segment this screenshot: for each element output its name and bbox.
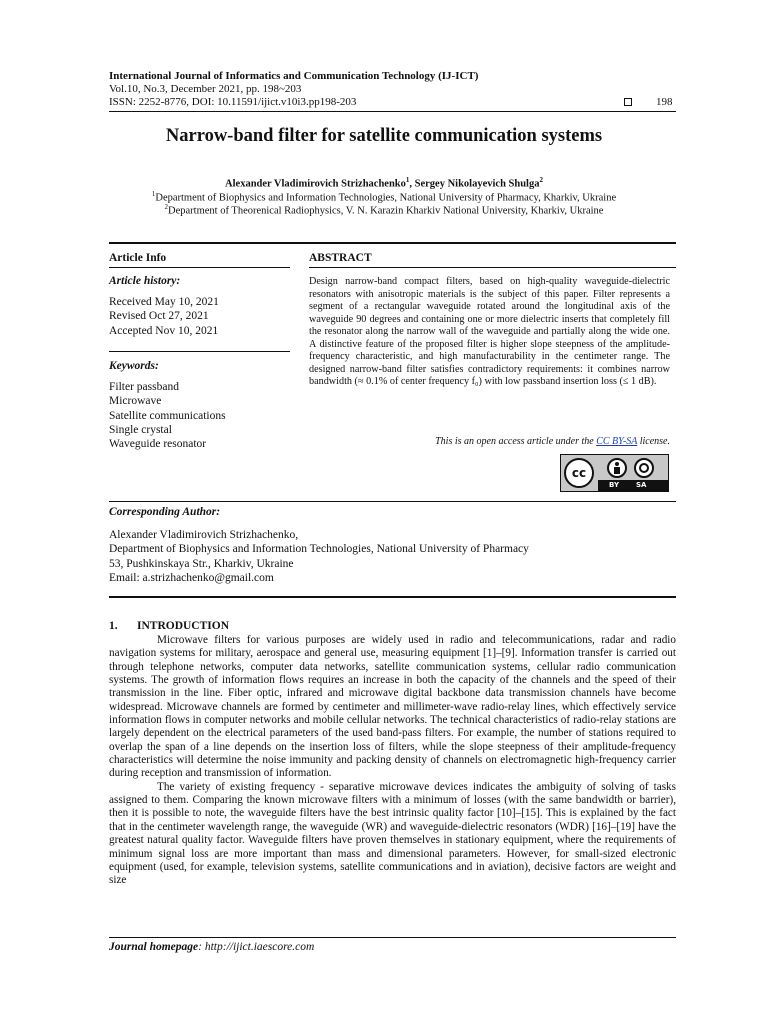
keyword: Microwave [109,395,162,408]
section-bottom-rule [109,501,676,502]
homepage-link[interactable]: http://ijict.iaescore.com [204,941,315,953]
article-info-heading: Article Info [109,252,167,264]
keyword: Satellite communications [109,409,226,422]
affiliation-text: Department of Biophysics and Information Technologies, National University of Pharmacy, Kharkiv, Ukraine [155,192,617,204]
license-link[interactable]: CC BY-SA [596,436,638,447]
open-access-suffix: license. [637,436,670,447]
history-revised: Revised Oct 27, 2021 [109,310,209,323]
affiliation-text: Department of Theorenical Radiophysics, V. N. Karazin Kharkiv National University, Kharkiv, Ukraine [168,205,604,217]
footer-rule [109,937,676,938]
affiliation [0,203,768,217]
homepage-separator: : [198,941,205,953]
history-received: Received May 10, 2021 [109,296,219,308]
article-info-rule [109,267,290,268]
paragraph: The variety of existing frequency - separative microwave devices indicates the ambiguity of solving of tasks assigned to them. Comparing the known microwave filters with a minimum of losses (with the same bandwidth or barrier), then it is possible to note, the waveguide filters have the best intrinsic quality factor [10]–[15]. This is explained by the fact that in the centimeter wavelength range, the waveguide (WR) and waveguide-dielectric resonators (WDR) [16]–[19] have the greatest natural quality factor. Waveguide filters have proven themselves in stationary equipment, where the requirements of minimum signal loss are more important than mass and dimensional parameters. However, for small-sized electronic equipment (used, for example, television systems, satellite communications and in aviation), decisive factors are weight and size [109,780,676,887]
keyword: Filter passband [109,381,179,393]
keyword: Single crystal [109,423,172,436]
journal-issn: ISSN: 2252-8776, DOI: 10.11591/ijict.v10i3.pp198-203 [109,96,357,108]
introduction-heading: INTRODUCTION [137,620,230,632]
section-number: 1. [109,620,118,632]
corresponding-heading: Corresponding Author: [109,506,221,518]
affiliation [0,190,768,204]
abstract-text: Design narrow-band compact filters, based on high-quality waveguide-dielectric resonators with anisotropic materials is the subject of this paper. Filter represents a segment of a rectangular waveguide rotated around the longitudinal axis of the waveguide 90 degrees and containing one or more dielectric inserts that completely fill the resonator along the narrow wall of the waveguide and partially along the wide one. A distinctive feature of the proposed filter is higher slope steepness of the amplitude-frequency characteristic, and high manufacturability in the centimeter range. The designed narrow-band filter satisfies contradictory requirements: it combines narrow bandwidth (≈ 0.1% of center frequency f₀) with low passband insertion loss (≤ 1 dB). [309,276,670,387]
history-accepted: Accepted Nov 10, 2021 [109,324,219,337]
affiliation-marker: 2 [164,203,169,211]
homepage-label: Journal homepage [109,941,199,953]
badge-by-label: BY [609,481,620,489]
section-top-rule [109,242,676,244]
paper-title: Narrow-band filter for satellite communication systems [165,126,603,146]
square-bullet-icon [624,98,632,106]
header-rule [109,111,676,112]
author-separator: , [409,178,415,190]
cc-icon: cc [564,458,594,488]
abstract-rule [309,267,676,268]
open-access-prefix: This is an open access article under the [435,436,597,447]
journal-volume: Vol.10, No.3, December 2021, pp. 198~203 [109,83,302,95]
author-affiliation-marker: 1 [405,176,410,184]
open-access-notice [309,436,670,447]
keyword: Waveguide resonator [109,438,207,451]
corresponding-rule [109,596,676,598]
page-number: 198 [656,96,673,108]
introduction-body [109,634,676,888]
author-affiliation-marker: 2 [539,176,543,184]
corresponding-address: 53, Pushkinskaya Str., Kharkiv, Ukraine [109,557,294,570]
badge-sa-label: SA [636,481,647,489]
corresponding-email: Email: a.strizhachenko@gmail.com [109,571,274,584]
journal-homepage [109,941,314,953]
corresponding-department: Department of Biophysics and Information Technologies, National University of Pharmacy [109,543,529,556]
journal-name: International Journal of Informatics and Communication Technology (IJ-ICT) [109,70,479,82]
author-list [0,176,768,190]
author-name: Sergey Nikolayevich Shulga [414,178,540,190]
cc-by-sa-badge[interactable] [560,454,669,492]
keyword-list [109,380,226,451]
affiliation-marker: 1 [151,190,156,198]
paragraph: Microwave filters for various purposes are widely used in radio and telecommunications, radar and radio navigation systems for military, aerospace and general use, measuring equipment [1]–[9]. Information transfer is carried out through telephone networks, computer data networks, satellite communication systems, cellular radio communication systems. The growth of information flows requires an increase in both the capacity of the channels and the speed of their transmission in the line. Fiber optic, infrared and microwave digital backbone data transmission channels have become widespread. Microwave channels are formed by centimeter and millimeter-wave radio-relay lines, which effectively service information flows in computer networks and mobile cellular networks. The technical characteristics of radio-relay stations are largely dependent on the electrical parameters of the used band-pass filters. For example, the number of stations required to overlap the span of a line depends on the insertion loss of filters, while the slope steepness of their amplitude-frequency characteristics will determine the noise immunity and packing density of channels on electromagnetic high-frequency carrier during reception and transmission of information. [109,634,676,780]
corresponding-name: Alexander Vladimirovich Strizhachenko, [109,529,299,541]
history-heading: Article history: [109,275,181,287]
abstract-heading: ABSTRACT [309,252,372,264]
corresponding-author-block [109,528,529,585]
article-history [109,295,219,338]
share-alike-icon [634,458,654,478]
attribution-icon [607,458,627,478]
history-rule [109,351,290,352]
keywords-heading: Keywords: [109,360,159,372]
author-name: Alexander Vladimirovich Strizhachenko [225,178,406,190]
